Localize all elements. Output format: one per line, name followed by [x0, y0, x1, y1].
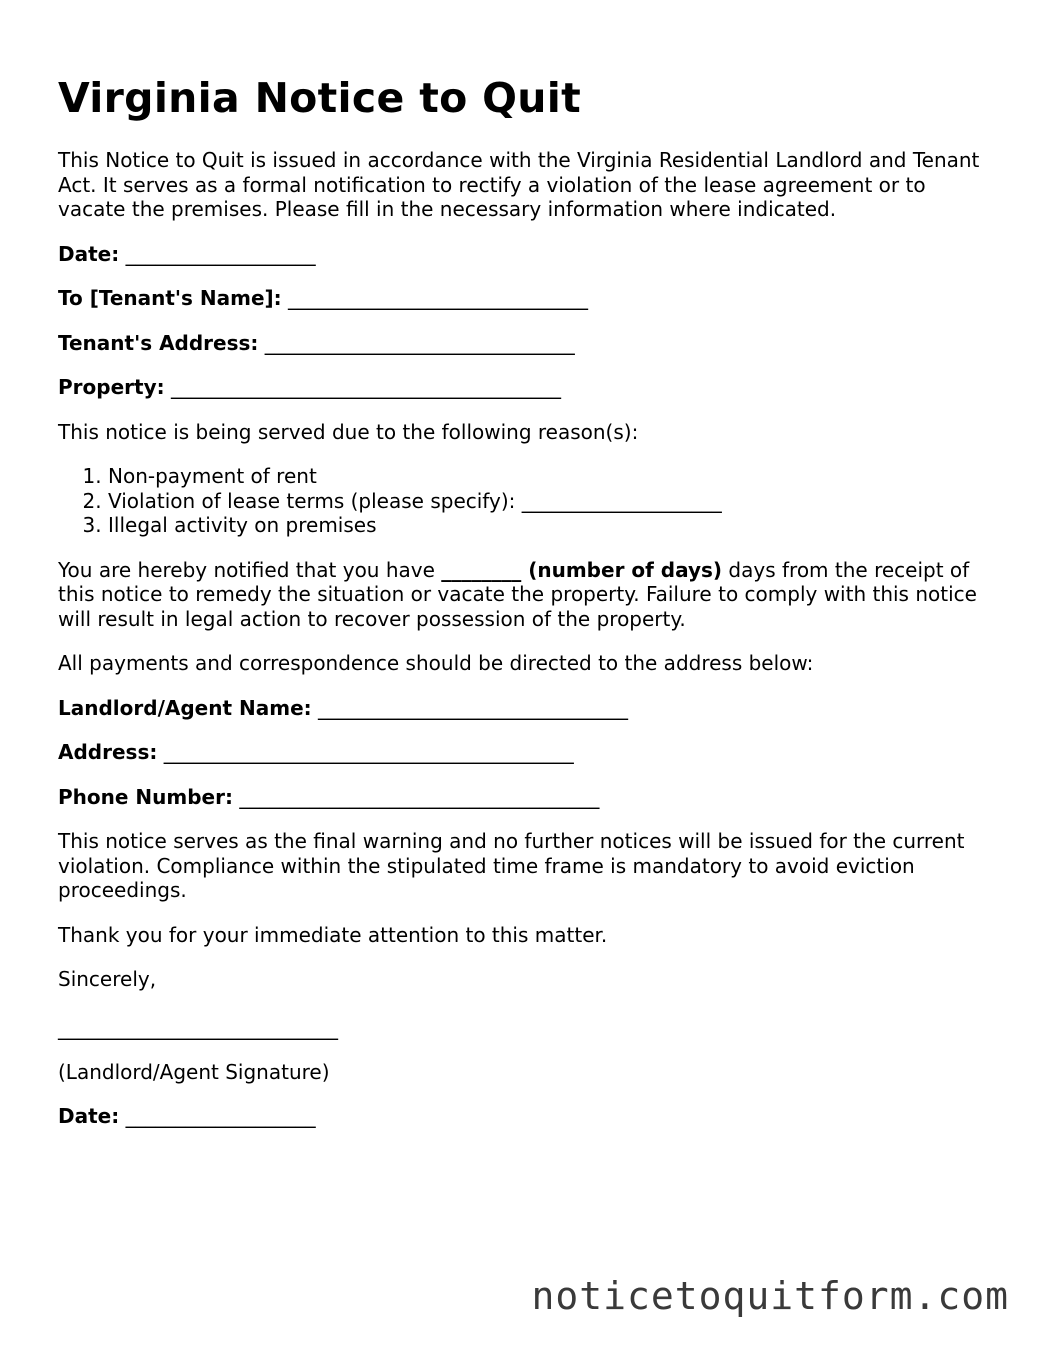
reasons-intro: This notice is being served due to the following reason(s): [58, 419, 639, 444]
landlord-name-field [58, 696, 988, 720]
intro-paragraph: This Notice to Quit is issued in accordance with the Virginia Residential Landlord and Tenant Act. It serves as a formal notification to rectify a violation of the lease agreement or to vacate the premises. Please fill in the necessary information where indicated. [58, 148, 980, 221]
landlord-name-blank[interactable]: _______________________________ [318, 695, 628, 720]
property-field [58, 375, 988, 399]
watermark: noticetoquitform.com [531, 1274, 1009, 1318]
tenant-address-label: Tenant's Address: [58, 330, 259, 355]
date-field [58, 242, 988, 266]
days-notice-pre: You are hereby notified that you have [58, 557, 442, 582]
thanks-paragraph: Thank you for your immediate attention to this matter. [58, 922, 608, 947]
landlord-address-label: Address: [58, 740, 158, 764]
landlord-address-field [58, 740, 988, 764]
days-notice-post: days from the receipt of this notice to remedy the situation or vacate the property. Failure to comply with this notice will result in legal action to recover possession of the property. [58, 557, 977, 631]
tenant-name-field [58, 286, 988, 310]
landlord-phone-label: Phone Number: [58, 784, 233, 809]
signature-date-blank[interactable]: ___________________ [125, 1104, 316, 1128]
page-title: Virginia Notice to Quit [58, 74, 582, 122]
document-page [58, 74, 988, 1149]
tenant-name-label: To [Tenant's Name]: [58, 286, 282, 310]
landlord-phone-field [58, 785, 988, 809]
reasons-list [58, 464, 988, 538]
tenant-address-field [58, 331, 988, 355]
reason-item: 2. Violation of lease terms (please specify): ____________________ [108, 489, 988, 514]
date-label: Date: [58, 241, 120, 266]
reason-item: 1. Non-payment of rent [108, 464, 988, 489]
signature-date-field [58, 1104, 988, 1128]
payments-paragraph: All payments and correspondence should be directed to the address below: [58, 651, 814, 675]
tenant-address-blank[interactable]: _______________________________ [264, 330, 575, 355]
property-label: Property: [58, 375, 165, 399]
days-notice-paragraph [58, 558, 988, 632]
landlord-address-blank[interactable]: _________________________________________ [163, 740, 574, 764]
days-blank[interactable]: ________ [441, 557, 522, 582]
signature-blank[interactable]: ____________________________ [58, 1015, 338, 1040]
landlord-phone-blank[interactable]: ____________________________________ [239, 784, 600, 809]
final-warning-paragraph: This notice serves as the final warning and no further notices will be issued for the current violation. Compliance within the stipulated time frame is mandatory to avoid eviction proceedings. [58, 829, 965, 902]
property-blank[interactable]: _______________________________________ [170, 375, 561, 399]
tenant-name-blank[interactable]: ______________________________ [288, 286, 589, 310]
closing: Sincerely, [58, 967, 157, 991]
signature-date-label: Date: [58, 1104, 120, 1128]
landlord-name-label: Landlord/Agent Name: [58, 695, 312, 720]
reason-item: 3. Illegal activity on premises [108, 513, 988, 538]
signature-caption: (Landlord/Agent Signature) [58, 1059, 330, 1084]
days-bold-text: (number of days) [521, 557, 723, 582]
date-blank[interactable]: ___________________ [125, 241, 316, 266]
